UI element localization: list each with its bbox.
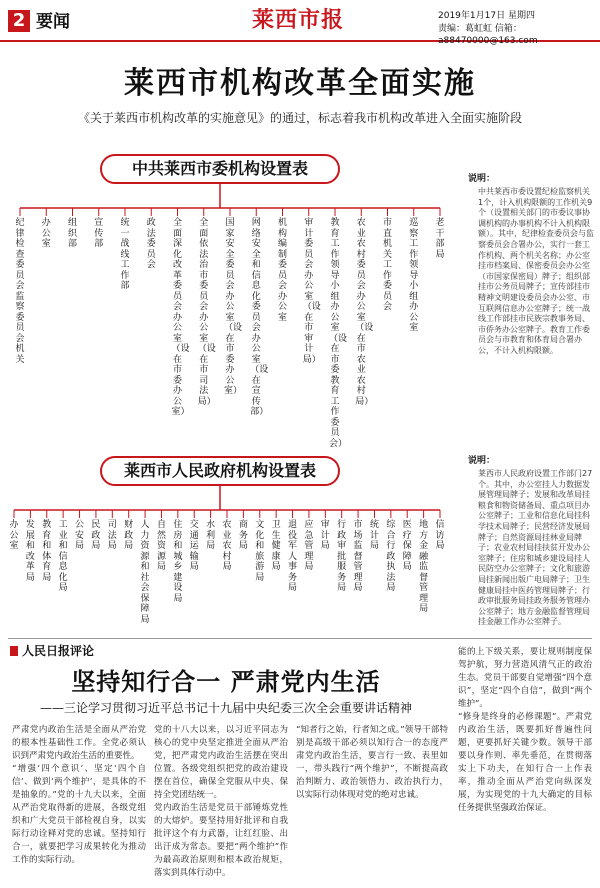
org-unit: 审计局 [320, 520, 330, 551]
paragraph: “增强‘四个意识’、坚定‘四个自信’、做到‘两个维护’，是具体的不是抽象的。”党的十九大以来，全面从严治党取得新的进展，各级党组织和广大党员干部检视自身，以实际行动诠释对党的忠诚。坚持知行合一，就要把学习成果转化为推动工作的实际行动。 [12, 764, 146, 865]
column-tag [10, 644, 94, 658]
org-unit: 公安局 [75, 520, 85, 551]
gov-note-label: 说明： [468, 456, 496, 466]
section-divider [8, 638, 592, 639]
org-unit: 纪律检查委员会监察委员会机关 [15, 218, 25, 365]
org-unit: 巡察工作领导小组办公室 [409, 218, 419, 333]
org-unit: 地方金融监督管理局 [419, 520, 429, 614]
issue-date: 2019年1月17日 星期四 [438, 11, 535, 21]
org-unit: 市直机关工作委员会 [382, 218, 392, 312]
gov-chart-title: 莱西市人民政府机构设置表 [100, 456, 340, 486]
org-unit: 文化和旅游局 [255, 520, 265, 583]
main-subheadline: 《关于莱西市机构改革的实施意见》的通过，标志着我市机构改革进入全面实施阶段 [77, 111, 522, 125]
org-unit: 网络安全和信息化委员会办公室（设在宣传部） [250, 218, 269, 417]
org-unit: 宣传部 [94, 218, 104, 249]
org-unit: 统一战线工作部 [120, 218, 130, 291]
org-unit: 国家安全委员会办公室（设在市委办公室） [224, 218, 243, 396]
newspaper-header [0, 0, 600, 46]
org-unit: 工业和信息化局 [58, 520, 68, 593]
org-unit: 农业农村局 [222, 520, 232, 572]
paragraph: “知者行之始，行者知之成。”领导干部特别是高级干部必须以知行合一的态度严肃党内政治生活，要言行一致、表里如一，带头践行“两个维护”，不断提高政治判断力、政治领悟力、政治执行力，以实际行动体现对党的绝对忠诚。 [296, 725, 448, 800]
party-note: 中共莱西市委设置纪检监察机关1个，计入机构限额的工作机关9个（设置相关部门的市委议事协调机构的办事机构不计入机构限额）。其中，纪律检查委员会与监察委员会合署办公，实行一套工作机构、两个机关名称；办公室挂市档案局、保密委员会办公室（市国家保密局）牌子；组织部挂市公务员局牌子；宣传部挂市精神文明建设委员会办公室、市互联网信息办公室牌子；统一战线工作部挂市民族宗教事务局、市侨务办公室牌子。教育工作委员会与市教育和体育局合署办公，不计入机构限额。 [478, 187, 594, 355]
page-number-badge: 2 [8, 10, 30, 32]
org-unit: 商务局 [238, 520, 248, 551]
org-unit: 老干部局 [435, 218, 445, 260]
main-headline: 莱西市机构改革全面实施 [124, 66, 476, 101]
org-unit: 人力资源和社会保障局 [140, 520, 150, 625]
commentary-column-2 [154, 724, 288, 884]
org-unit: 教育和体育局 [42, 520, 52, 583]
org-unit: 司法局 [107, 520, 117, 551]
masthead-logo: 莱西市报 [252, 7, 345, 33]
commentary-title: 坚持知行合一 严肃党内生活 [71, 667, 381, 696]
commentary-column-3 [296, 724, 448, 884]
org-unit: 办公室 [9, 520, 19, 551]
org-unit: 农业农村委员会办公室（设在市农业农村局） [355, 218, 374, 407]
commentary-column-4 [458, 646, 592, 884]
org-unit: 民政局 [91, 520, 101, 551]
org-unit: 水利局 [206, 520, 216, 551]
org-unit: 自然资源局 [156, 520, 166, 572]
paragraph: 能的上下级关系，要让规则制度保驾护航，努力营造风清气正的政治生态。党员干部要自觉增强“四个意识”，坚定“四个自信”，做到“两个维护”。 [458, 647, 592, 709]
org-unit: 住房和城乡建设局 [173, 520, 183, 604]
party-chart-title: 中共莱西市委机构设置表 [100, 154, 340, 184]
org-unit: 机构编制委员会办公室 [277, 218, 287, 323]
commentary-subtitle: ——三论学习贯彻习近平总书记十九届中央纪委三次全会重要讲话精神 [39, 701, 412, 715]
org-unit: 财政局 [124, 520, 134, 551]
org-unit: 交通运输局 [189, 520, 199, 572]
org-unit: 审计委员会办公室（设在市审计局） [302, 218, 321, 365]
paragraph: 党的十八大以来，以习近平同志为核心的党中央坚定推进全面从严治党，把严肃党内政治生活摆在突出位置。各级党组织把党的政治建设摆在首位，确保全党服从中央、保持全党团结统一。 [154, 725, 288, 800]
org-unit: 组织部 [67, 218, 77, 249]
org-unit: 应急管理局 [304, 520, 314, 572]
org-unit: 教育工作领导小组办公室（设在市委教育工作委员会） [329, 218, 348, 449]
commentary-column-1 [12, 724, 146, 884]
paragraph: 党内政治生活是党员干部锤炼党性的大熔炉。要坚持用好批评和自我批评这个有力武器，让红红脸、出出汗成为常态。要把“两个维护”作为最高政治原则和根本政治规矩，落实到具体行动中。 [154, 803, 288, 878]
org-unit: 统计局 [369, 520, 379, 551]
paragraph: “修身是终身的必修课题”。严肃党内政治生活，既要抓好普遍性问题，更要抓好关键少数。领导干部要以身作则、率先垂范，在贯彻落实上下功夫，在知行合一上作表率，推动全面从严治党向纵深发展，为实现党的十九大确定的目标任务提供坚强政治保证。 [458, 712, 592, 813]
org-unit: 发展和改革局 [25, 520, 35, 583]
paragraph: 严肃党内政治生活是全面从严治党的根本性基础性工作。全党必须认识到严肃党内政治生活的重要性。 [12, 725, 146, 761]
org-unit: 市场监督管理局 [353, 520, 363, 593]
section-name: 要闻 [36, 12, 70, 32]
org-unit: 行政审批服务局 [337, 520, 347, 593]
party-note-label: 说明： [468, 174, 496, 184]
org-unit: 全面依法治市委员会办公室（设在市司法局） [197, 218, 216, 407]
org-unit: 医疗保障局 [402, 520, 412, 572]
org-unit: 退役军人事务局 [288, 520, 298, 593]
org-unit: 办公室 [41, 218, 51, 249]
column-tag-label: 人民日报评论 [22, 644, 95, 658]
gov-note: 莱西市人民政府设置工作部门27个。其中，办公室挂人力数据发展管理局牌子；发展和改革局挂粮食和物资储备局、重点项目办公室牌子；工业和信息化局挂科学技术局牌子；民营经济发展局牌子；自然资源局挂林业局牌子；农业农村局挂扶贫开发办公室牌子；住房和城乡建设局挂人民防空办公室牌子；文化和旅游局挂新闻出版广电局牌子；卫生健康局挂中医药管理局牌子；行政审批服务局挂政务服务管理办公室牌子；地方金融监督管理局挂金融工作办公室牌子。 [478, 469, 593, 627]
column-marker-icon [10, 646, 18, 656]
org-unit: 政法委员会 [146, 218, 156, 270]
editor-line: 责编：葛虹虹 信箱：a88470000@163.com [438, 24, 538, 46]
org-unit: 综合行政执法局 [386, 520, 396, 593]
org-unit: 全面深化改革委员会办公室（设在市委办公室） [171, 218, 190, 417]
org-unit: 信访局 [435, 520, 445, 551]
org-unit: 卫生健康局 [271, 520, 281, 572]
